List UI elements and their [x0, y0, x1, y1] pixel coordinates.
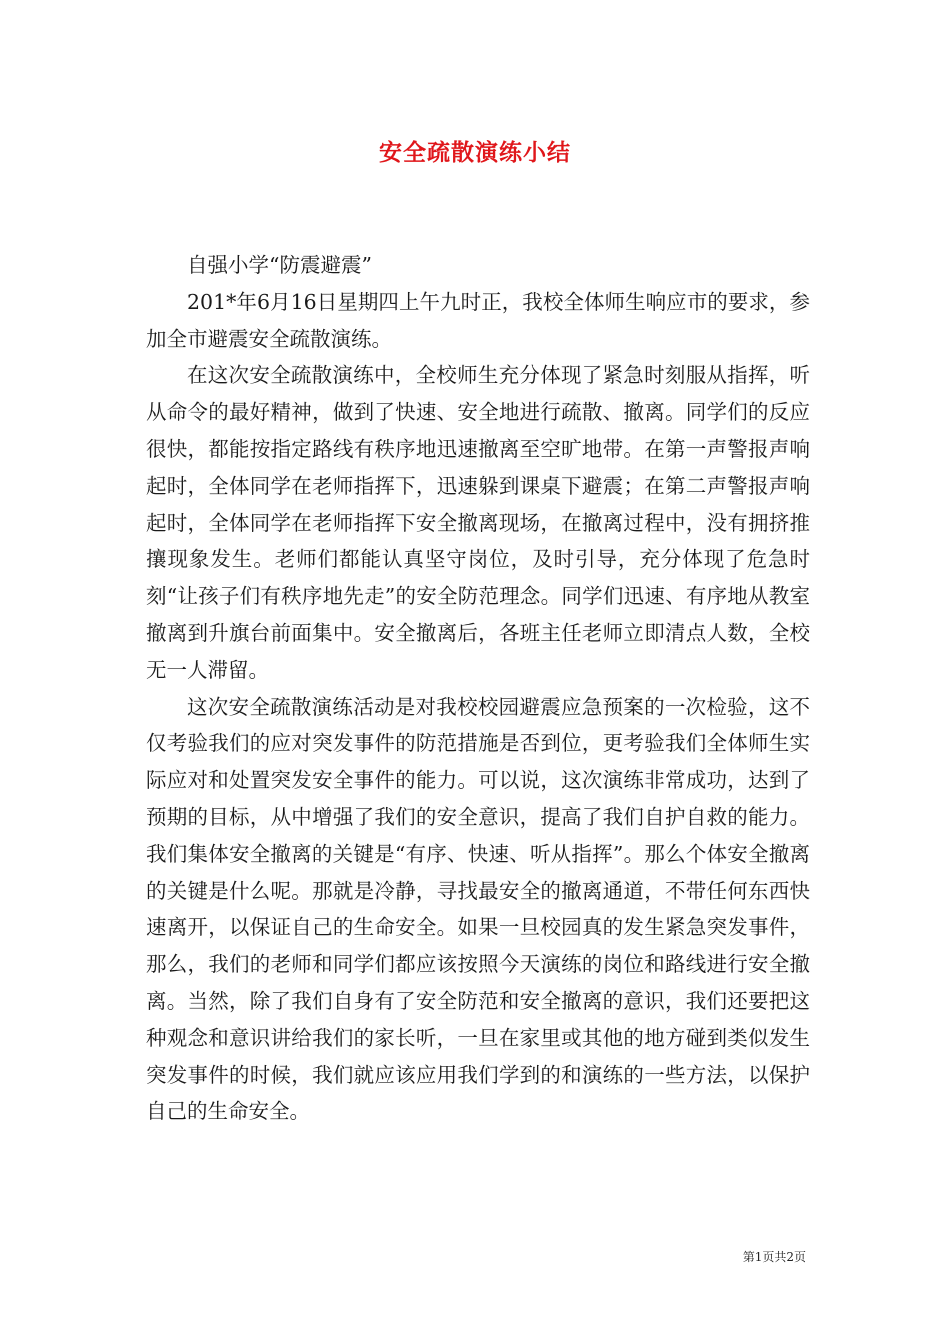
page-number: 第1页共2页: [742, 1250, 806, 1264]
paragraph-drill-process: 在这次安全疏散演练中，全校师生充分体现了紧急时刻服从指挥，听从命令的最好精神，做到了快速、安全地进行疏散、撤离。同学们的反应很快，都能按指定路线有秩序地迅速撤离至空旷地带。在第一声警报声响起时，全体同学在老师指挥下，迅速躲到课桌下避震；在第二声警报声响起时，全体同学在老师指挥下安全撤离现场，在撤离过程中，没有拥挤推攘现象发生。老师们都能认真坚守岗位，及时引导，充分体现了危急时刻“让孩子们有秩序地先走”的安全防范理念。同学们迅速、有序地从教室撤离到升旗台前面集中。安全撤离后，各班主任老师立即清点人数，全校无一人滞留。: [146, 363, 810, 682]
paragraph-subtitle: 自强小学“防震避震”: [187, 253, 372, 277]
document-body: [146, 247, 810, 1130]
document-title: 安全疏散演练小结: [379, 139, 571, 166]
paragraph-drill-summary: 这次安全疏散演练活动是对我校校园避震应急预案的一次检验，这不仅考验我们的应对突发事件的防范措施是否到位，更考验我们全体师生实际应对和处置突发安全事件的能力。可以说，这次演练非常成功，达到了预期的目标，从中增强了我们的安全意识，提高了我们自护自救的能力。我们集体安全撤离的关键是“有序、快速、听从指挥”。那么个体安全撤离的关键是什么呢。那就是冷静，寻找最安全的撤离通道，不带任何东西快速离开，以保证自己的生命安全。如果一旦校园真的发生紧急突发事件，那么，我们的老师和同学们都应该按照今天演练的岗位和路线进行安全撤离。当然，除了我们自身有了安全防范和安全撤离的意识，我们还要把这种观念和意识讲给我们的家长听，一旦在家里或其他的地方碰到类似发生突发事件的时候，我们就应该应用我们学到的和演练的一些方法，以保护自己的生命安全。: [146, 694, 810, 1124]
paragraph-intro: 201*年6月16日星期四上午九时正，我校全体师生响应市的要求，参加全市避震安全疏散演练。: [146, 289, 810, 351]
